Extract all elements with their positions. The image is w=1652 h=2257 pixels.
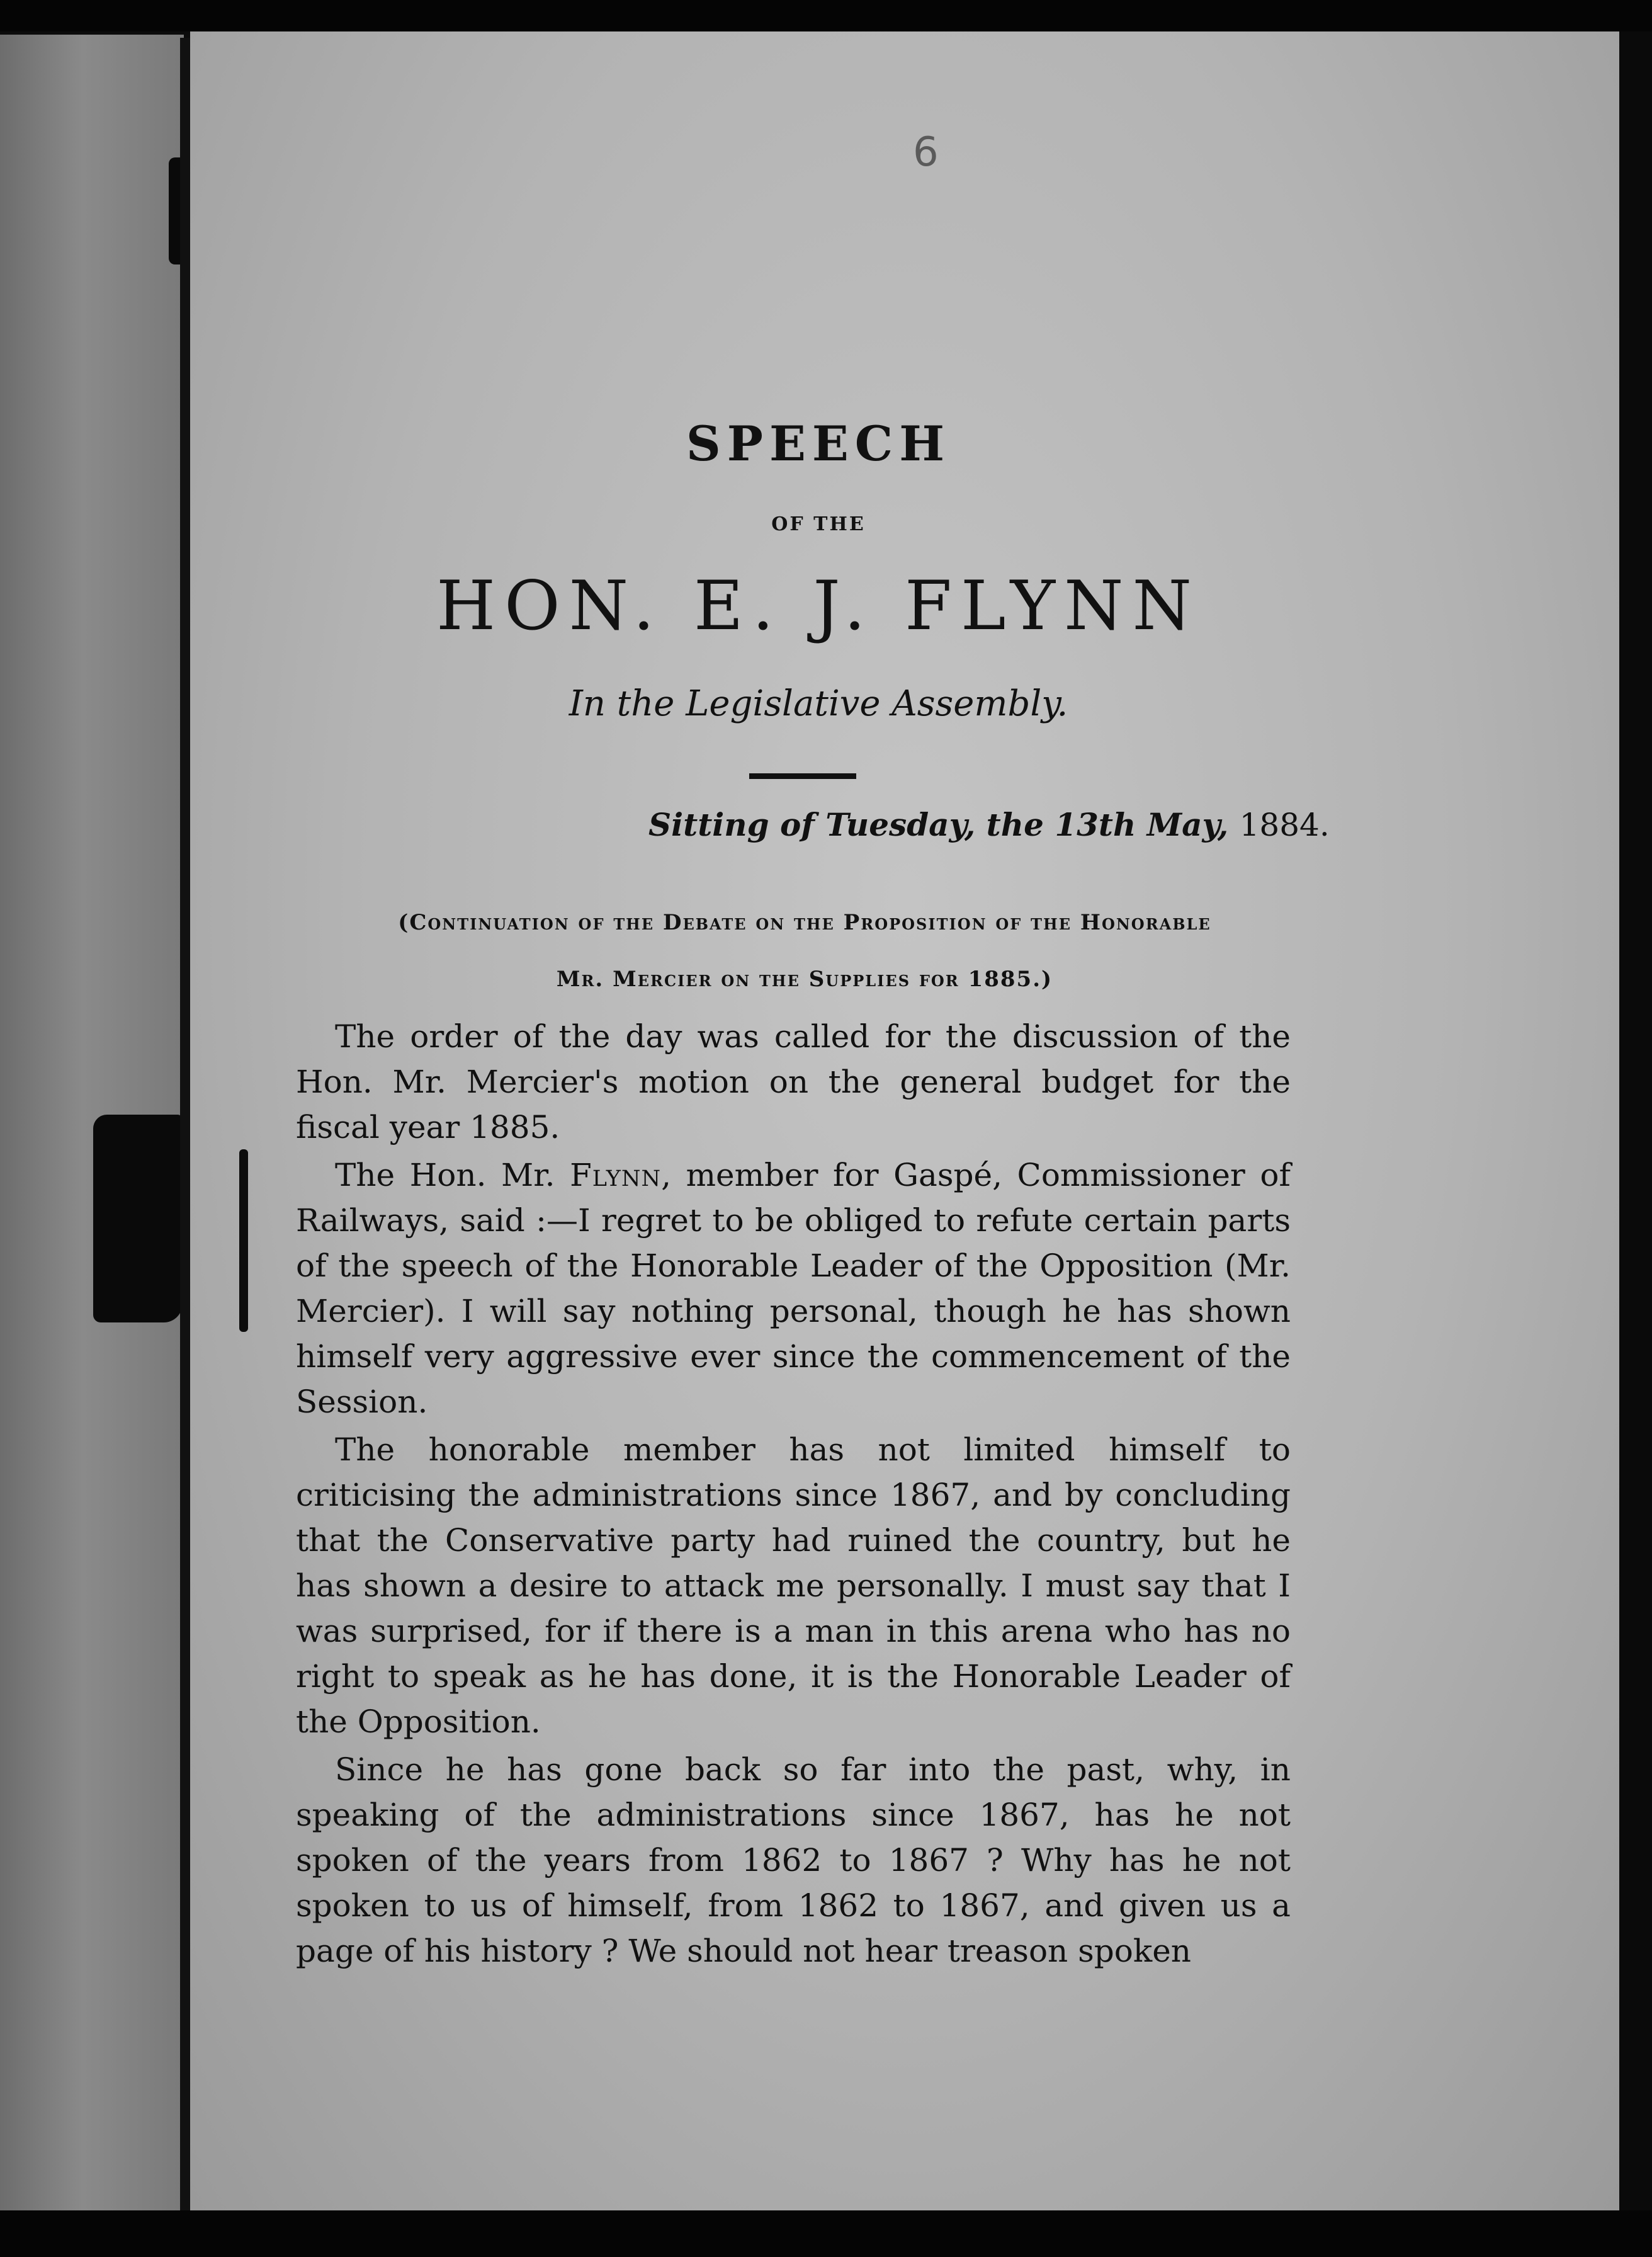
page-gutter [180, 38, 190, 2210]
sitting-year: 1884. [1239, 807, 1330, 843]
paragraph-4: Since he has gone back so far into the past, why, in speaking of the administrations since 1867, has he not spoken of the years from 1862 to 1867 ? Why has he not spoken to us of himself, from 1862 to 1867, and given us a page of his history ? We should not hear treason spoken [296, 1751, 1291, 1969]
title-connector: OF THE [771, 513, 866, 535]
scan-top-border [0, 0, 1652, 31]
document-title: SPEECH [686, 416, 951, 472]
paragraph-1: The order of the day was called for the discussion of the Hon. Mr. Mercier's motion on the general budget for the fiscal year 1885. [296, 1018, 1291, 1146]
paragraph-3: The honorable member has not limited himself to criticising the administrations since 1867, and by concluding that the Conservative party had ruined the country, but he has shown a desire to attack me personally. I must say that I was surprised, for if there is a man in this arena who has no right to speak as he has done, it is the Honorable Leader of the Opposition. [296, 1431, 1291, 1740]
sitting-date [648, 806, 1330, 843]
page-number-annotation: 6 [913, 129, 939, 176]
paragraph-2-rest: , member for Gaspé, Commissioner of Railways, said :—I regret to be obliged to refute certain parts of the speech of the Honorable Leader of the Opposition (Mr. Mercier). I will say nothing personal, though he has shown himself very aggressive ever since the commencement of the Session. [296, 1157, 1291, 1420]
paragraph-2-prefix: The Hon. Mr. [335, 1157, 555, 1193]
debate-subtitle [301, 894, 1308, 1008]
scan-bottom-border [0, 2210, 1652, 2257]
sitting-date-text: Sitting of Tuesday, the 13th May, [648, 806, 1229, 843]
subtitle-line-2: Mr. Mercier on the Supplies for 1885.) [556, 967, 1053, 992]
paragraph-2 [296, 1152, 1291, 1424]
assembly-line: In the Legislative Assembly. [569, 683, 1068, 724]
ink-blot [93, 1115, 183, 1322]
scan-right-border [1619, 31, 1652, 2210]
speech-body [296, 1014, 1291, 1976]
subtitle-line-1: (Continuation of the Debate on the Proposition of the Honorable [398, 910, 1211, 935]
speaker-name: HON. E. J. FLYNN [436, 567, 1201, 645]
margin-mark [239, 1149, 248, 1332]
speaker-surname: Flynn [570, 1157, 662, 1193]
title-rule [749, 773, 856, 779]
